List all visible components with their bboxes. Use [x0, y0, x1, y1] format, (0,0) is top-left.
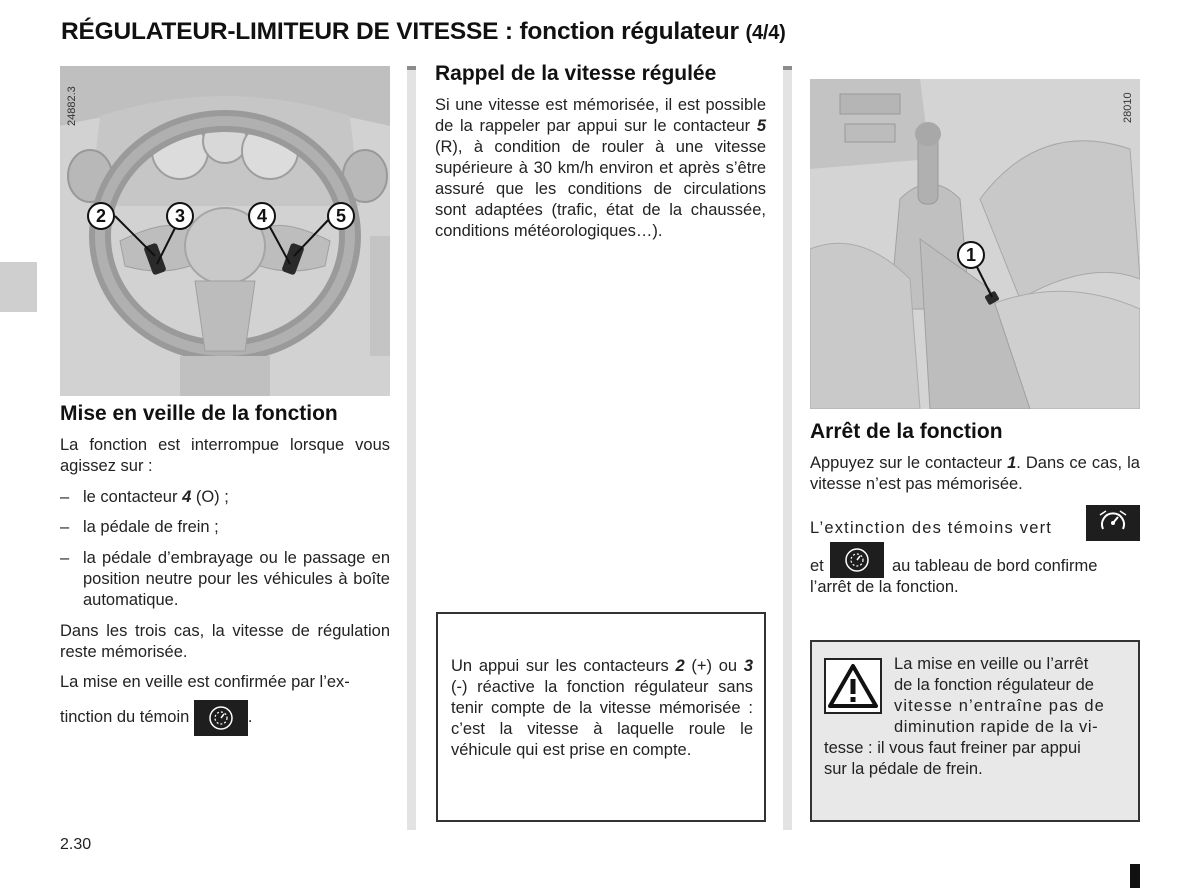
figure-reference-right: 28010: [1122, 92, 1134, 123]
column-separator-left: [407, 66, 416, 830]
cruise-telltale-icon: [194, 700, 248, 736]
confirm-text: tinction du témoin: [60, 708, 190, 726]
standby-heading: Mise en veille de la fonction: [60, 402, 338, 425]
note-part: (-) réactive la fonction régulateur sans tenir compte de la vitesse mémorisée : c’est la vitesse à laquelle roule le véhicule qui est prise en compte.: [451, 678, 753, 759]
stop-ext-line1: [810, 505, 1140, 541]
item-number: 4: [182, 488, 192, 506]
stop-text: Appuyez sur le contacteur: [810, 454, 1008, 472]
warning-line-1: La mise en veille ou l’arrêt: [894, 655, 1089, 673]
page-title: [61, 18, 786, 46]
warning-line-2: de la fonction régulateur de: [894, 676, 1094, 694]
stop-heading: Arrêt de la fonction: [810, 420, 1003, 443]
page-number: 2.30: [60, 836, 92, 853]
callout-5: 5: [327, 202, 355, 230]
standby-intro: La fonction est interrompue lorsque vous agissez sur :: [60, 436, 390, 475]
center-console-illustration: [810, 79, 1140, 409]
warning-line-4: diminution rapide de la vi-: [894, 718, 1099, 736]
item-text: la pédale de frein ;: [83, 518, 219, 536]
callout-1: 1: [957, 241, 985, 269]
chapter-tab: [0, 262, 37, 312]
cruise-telltale-icon: [830, 542, 884, 578]
recall-number: 5: [756, 117, 766, 135]
steering-wheel-drawing: [60, 66, 390, 396]
list-dash: –: [60, 488, 70, 506]
page-title-part: (4/4): [745, 22, 786, 44]
stop-number: 1: [1007, 454, 1017, 472]
recall-paragraph: [435, 95, 766, 242]
callout-4: 4: [248, 202, 276, 230]
note-number-2: 2: [675, 657, 685, 675]
figure-reference-left: 24882.3: [66, 86, 78, 126]
standby-confirm-line1: La mise en veille est confirmée par l’ex-: [60, 673, 350, 691]
ext-text: L’extinction des témoins vert: [810, 519, 1053, 537]
page-corner-mark: [1130, 864, 1140, 888]
recall-text-end: (R), à condition de rouler à une vitesse supérieure à 30 km/h environ et après s’être assuré que les conditions de circulations sont adaptées (trafic, état de la chaussée, conditions météorologiques…).: [435, 138, 766, 240]
ext-text: et: [810, 557, 824, 575]
warning-triangle-icon: [824, 658, 882, 714]
note-text: [451, 656, 753, 761]
warning-line-6: sur la pédale de frein.: [824, 760, 983, 778]
list-dash: –: [60, 518, 70, 536]
ext-text: au tableau de bord confirme: [892, 557, 1098, 575]
column-separator-right: [783, 66, 792, 830]
stop-ext-line2: [810, 542, 1140, 578]
stop-ext-line3: l’arrêt de la fonction.: [810, 578, 959, 596]
confirm-end: .: [247, 708, 253, 726]
recall-text: Si une vitesse est mémorisée, il est possible de la rappeler par appui sur le contacteur: [435, 96, 766, 135]
standby-item-1: [60, 487, 390, 509]
note-part: Un appui sur les contacteurs: [451, 657, 676, 675]
warning-line-3: vitesse n’entraîne pas de: [894, 697, 1105, 715]
list-dash: –: [60, 549, 70, 567]
cruise-speedometer-green-icon: [1086, 505, 1140, 541]
note-box: [436, 612, 766, 822]
item-text: la pédale d’embrayage ou le passage en position neutre pour les véhicules à boîte automatique.: [83, 549, 390, 609]
note-part: (+) ou: [684, 657, 744, 675]
standby-confirm-line2: [60, 699, 390, 736]
recall-heading: Rappel de la vitesse régulée: [435, 62, 717, 85]
warning-box: [810, 640, 1140, 822]
note-number-3: 3: [743, 657, 753, 675]
warning-line-5: tesse : il vous faut freiner par appui: [824, 739, 1081, 757]
standby-item-3: [60, 548, 390, 612]
item-text: le contacteur: [83, 488, 183, 506]
standby-memorized: Dans les trois cas, la vitesse de régulation reste mémorisée.: [60, 622, 390, 661]
item-text-end: (O) ;: [191, 488, 229, 506]
callout-3: 3: [166, 202, 194, 230]
stop-paragraph: [810, 453, 1140, 495]
steering-wheel-illustration: [60, 66, 390, 396]
standby-item-2: [60, 517, 390, 539]
page-title-main: RÉGULATEUR-LIMITEUR DE VITESSE : fonction régulateur: [61, 18, 739, 45]
stop-text-end: . Dans ce cas, la vitesse n’est pas mémorisée.: [810, 454, 1140, 493]
callout-2: 2: [87, 202, 115, 230]
